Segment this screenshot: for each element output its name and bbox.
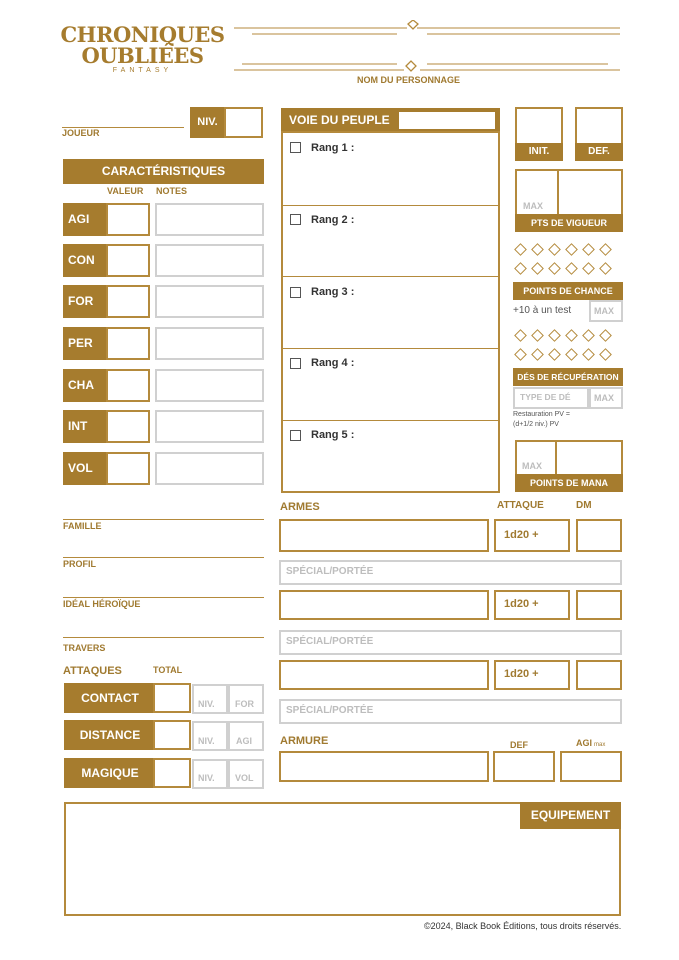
rank-4-label: Rang 4 : bbox=[311, 357, 355, 369]
stat-cha-notes[interactable] bbox=[155, 369, 264, 402]
luck-max-label: MAX bbox=[594, 306, 614, 316]
logo-line1: CHRONIQUES bbox=[60, 22, 225, 47]
weapon-1-name[interactable] bbox=[279, 519, 489, 552]
ideal-label: IDÉAL HÉROÏQUE bbox=[63, 599, 141, 609]
copyright: ©2024, Black Book Éditions, tous droits réservés. bbox=[424, 921, 622, 931]
stat-con-notes[interactable] bbox=[155, 244, 264, 277]
weapon-3-special-label: SPÉCIAL/PORTÉE bbox=[286, 705, 374, 716]
diamond[interactable] bbox=[582, 329, 595, 342]
stat-for-notes[interactable] bbox=[155, 285, 264, 318]
voie-title-bar bbox=[281, 108, 500, 133]
diamond[interactable] bbox=[531, 329, 544, 342]
attacks-title: ATTAQUES bbox=[63, 665, 122, 677]
weapon-1-damage[interactable] bbox=[576, 519, 622, 552]
attack-magic-niv-label: NIV. bbox=[198, 773, 215, 783]
diamond[interactable] bbox=[514, 262, 527, 275]
diamond[interactable] bbox=[582, 262, 595, 275]
recovery-max-label: MAX bbox=[594, 393, 614, 403]
attacks-total-label: TOTAL bbox=[153, 665, 183, 675]
attack-distance-niv-label: NIV. bbox=[198, 736, 215, 746]
diamond[interactable] bbox=[565, 262, 578, 275]
flaw-line[interactable] bbox=[63, 637, 264, 638]
characteristics-title: CARACTÉRISTIQUES bbox=[63, 159, 264, 184]
voie-title: VOIE DU PEUPLE bbox=[289, 113, 390, 127]
stat-con-label: CON bbox=[63, 244, 108, 277]
armor-agi-sub: max bbox=[594, 742, 606, 748]
diamond[interactable] bbox=[582, 243, 595, 256]
rank-1-checkbox[interactable] bbox=[290, 142, 301, 153]
luck-note: +10 à un test bbox=[513, 305, 572, 316]
attack-magic-total[interactable] bbox=[153, 758, 191, 788]
rank-5-label: Rang 5 : bbox=[311, 429, 355, 441]
level-input[interactable] bbox=[224, 107, 263, 138]
diamond[interactable] bbox=[514, 243, 527, 256]
weapon-2-roll: 1d20 + bbox=[504, 598, 539, 610]
diamond[interactable] bbox=[582, 348, 595, 361]
diamond[interactable] bbox=[565, 348, 578, 361]
mana-current-box[interactable] bbox=[555, 440, 623, 476]
attack-contact-stat-label: FOR bbox=[235, 699, 254, 709]
level-label: NIV. bbox=[190, 107, 225, 138]
mana-label: POINTS DE MANA bbox=[515, 474, 623, 492]
diamond[interactable] bbox=[531, 262, 544, 275]
profile-line[interactable] bbox=[63, 557, 264, 558]
armor-agi-label bbox=[576, 738, 605, 748]
weapon-2-damage[interactable] bbox=[576, 590, 622, 620]
stat-per-value[interactable] bbox=[106, 327, 150, 360]
character-name-label: NOM DU PERSONNAGE bbox=[357, 75, 461, 85]
stat-for-label: FOR bbox=[63, 285, 108, 318]
family-label: FAMILLE bbox=[63, 521, 102, 531]
attack-magic-stat-label: VOL bbox=[235, 773, 254, 783]
weapon-1-special-label: SPÉCIAL/PORTÉE bbox=[286, 566, 374, 577]
stat-per-label: PER bbox=[63, 327, 108, 360]
recovery-label: DÉS DE RÉCUPÉRATION bbox=[513, 368, 623, 386]
diamond[interactable] bbox=[565, 329, 578, 342]
armor-title: ARMURE bbox=[280, 735, 329, 747]
voie-name-input[interactable] bbox=[399, 112, 495, 129]
value-column-label: VALEUR bbox=[107, 186, 144, 196]
vigor-label: PTS DE VIGUEUR bbox=[515, 214, 623, 232]
voie-divider-1 bbox=[281, 205, 500, 206]
diamond[interactable] bbox=[565, 243, 578, 256]
diamond[interactable] bbox=[599, 329, 612, 342]
equipment-title: EQUIPEMENT bbox=[520, 802, 621, 829]
notes-column-label: NOTES bbox=[156, 186, 188, 196]
family-line[interactable] bbox=[63, 519, 264, 520]
rank-4-checkbox[interactable] bbox=[290, 358, 301, 369]
weapon-3-damage[interactable] bbox=[576, 660, 622, 690]
stat-int-value[interactable] bbox=[106, 410, 150, 443]
diamond[interactable] bbox=[531, 243, 544, 256]
diamond[interactable] bbox=[599, 262, 612, 275]
vigor-current-box[interactable] bbox=[557, 169, 623, 216]
die-type-label: TYPE DE DÉ bbox=[520, 392, 571, 402]
stat-agi-label: AGI bbox=[63, 203, 108, 236]
stat-agi-notes[interactable] bbox=[155, 203, 264, 236]
diamond[interactable] bbox=[548, 329, 561, 342]
ideal-line[interactable] bbox=[63, 597, 264, 598]
logo-line3: FANTASY bbox=[112, 67, 173, 74]
attack-distance-label: DISTANCE bbox=[64, 720, 156, 750]
diamond[interactable] bbox=[548, 262, 561, 275]
vigor-max-label: MAX bbox=[523, 201, 543, 211]
rank-5-checkbox[interactable] bbox=[290, 430, 301, 441]
stat-con-value[interactable] bbox=[106, 244, 150, 277]
weapon-3-name[interactable] bbox=[279, 660, 489, 690]
attack-magic-label: MAGIQUE bbox=[64, 758, 156, 788]
armor-def-box[interactable] bbox=[493, 751, 555, 782]
attack-contact-total[interactable] bbox=[153, 683, 191, 713]
name-ornament bbox=[232, 20, 622, 80]
armor-agi-text: AGI bbox=[576, 738, 593, 748]
stat-int-label: INT bbox=[63, 410, 108, 443]
stat-int-notes[interactable] bbox=[155, 410, 264, 443]
diamond[interactable] bbox=[599, 348, 612, 361]
logo bbox=[60, 24, 225, 80]
armor-agi-box[interactable] bbox=[560, 751, 622, 782]
weapon-3-roll: 1d20 + bbox=[504, 668, 539, 680]
stat-agi-value[interactable] bbox=[106, 203, 150, 236]
logo-line2: OUBLIÉES bbox=[81, 43, 204, 68]
rank-3-checkbox[interactable] bbox=[290, 287, 301, 298]
attack-contact-label: CONTACT bbox=[64, 683, 156, 713]
restore-line2: (d+1/2 niv.) PV bbox=[513, 421, 559, 428]
diamond[interactable] bbox=[514, 348, 527, 361]
restore-line1: Restauration PV = bbox=[513, 411, 571, 418]
rank-1-label: Rang 1 : bbox=[311, 142, 355, 154]
rank-2-checkbox[interactable] bbox=[290, 214, 301, 225]
stat-cha-label: CHA bbox=[63, 369, 108, 402]
diamond[interactable] bbox=[548, 243, 561, 256]
stat-vol-notes[interactable] bbox=[155, 452, 264, 485]
weapon-1-roll: 1d20 + bbox=[504, 529, 539, 541]
player-label: JOUEUR bbox=[62, 128, 100, 138]
diamond[interactable] bbox=[599, 243, 612, 256]
stat-for-value[interactable] bbox=[106, 285, 150, 318]
attack-distance-stat-label: AGI bbox=[236, 736, 253, 746]
armor-def-label: DEF bbox=[510, 740, 528, 750]
rank-3-label: Rang 3 : bbox=[311, 286, 355, 298]
init-label: INIT. bbox=[515, 143, 563, 161]
attack-contact-niv-label: NIV. bbox=[198, 699, 215, 709]
stat-per-notes[interactable] bbox=[155, 327, 264, 360]
mana-max-label: MAX bbox=[522, 461, 542, 471]
armor-name[interactable] bbox=[279, 751, 489, 782]
weapons-damage-label: DM bbox=[576, 500, 592, 511]
weapon-2-name[interactable] bbox=[279, 590, 489, 620]
weapons-title: ARMES bbox=[280, 501, 320, 513]
attack-distance-total[interactable] bbox=[153, 720, 191, 750]
stat-vol-value[interactable] bbox=[106, 452, 150, 485]
def-label: DEF. bbox=[575, 143, 623, 161]
diamond[interactable] bbox=[514, 329, 527, 342]
flaw-label: TRAVERS bbox=[63, 643, 106, 653]
diamond[interactable] bbox=[531, 348, 544, 361]
weapons-attack-label: ATTAQUE bbox=[497, 500, 544, 511]
voie-divider-3 bbox=[281, 348, 500, 349]
luck-label: POINTS DE CHANCE bbox=[513, 282, 623, 300]
profile-label: PROFIL bbox=[63, 559, 96, 569]
stat-cha-value[interactable] bbox=[106, 369, 150, 402]
stat-vol-label: VOL bbox=[63, 452, 108, 485]
weapon-2-special-label: SPÉCIAL/PORTÉE bbox=[286, 636, 374, 647]
voie-divider-2 bbox=[281, 276, 500, 277]
diamond[interactable] bbox=[548, 348, 561, 361]
voie-divider-4 bbox=[281, 420, 500, 421]
rank-2-label: Rang 2 : bbox=[311, 214, 355, 226]
